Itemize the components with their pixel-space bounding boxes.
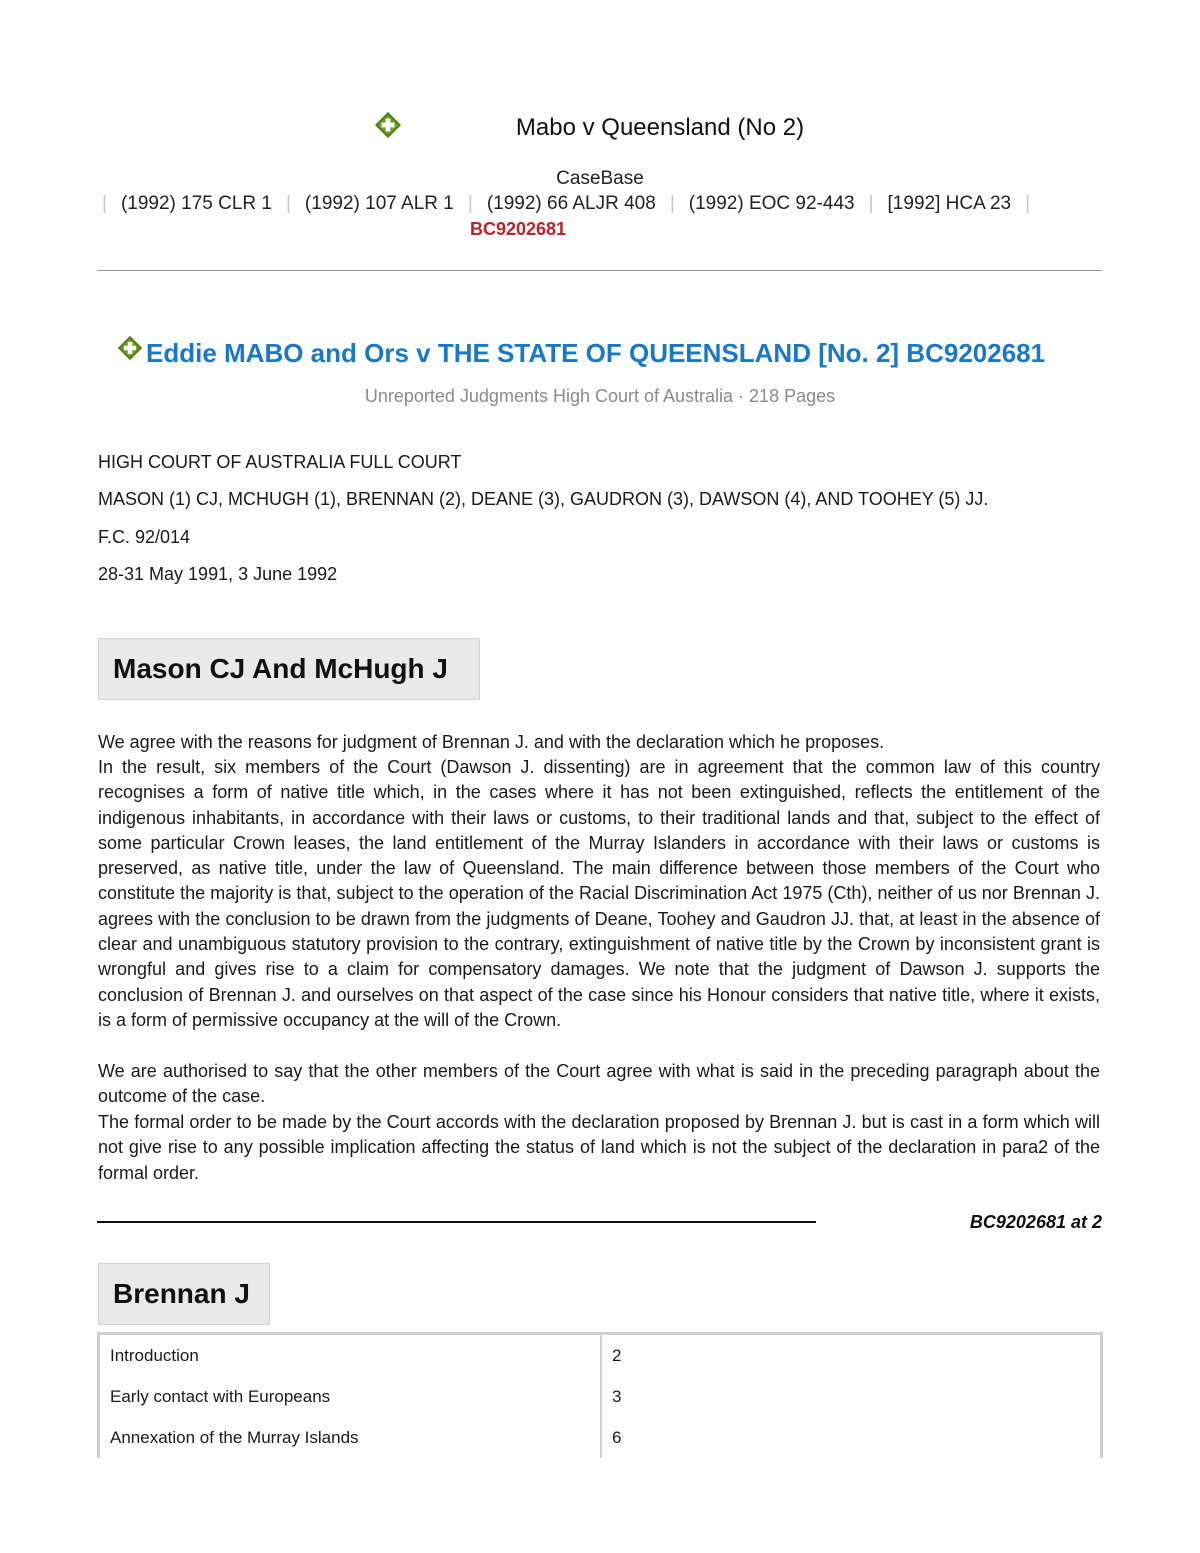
citation-link[interactable]: (1992) EOC 92-443	[688, 193, 855, 214]
citation-separator: |	[285, 193, 291, 214]
citation-separator: |	[669, 193, 675, 214]
citation-link[interactable]: (1992) 107 ALR 1	[304, 193, 454, 214]
page-marker: BC9202681 at 2	[969, 1212, 1102, 1232]
casebase-label: CaseBase	[556, 168, 644, 189]
toc-para-number: 3	[612, 1386, 622, 1406]
citation-separator: |	[102, 193, 107, 214]
citation-list	[102, 193, 1102, 215]
table-row[interactable]	[99, 1334, 1102, 1377]
heading-plus-icon[interactable]	[116, 334, 144, 362]
citation-separator: |	[467, 193, 473, 214]
bc-number-link[interactable]: BC9202681	[469, 219, 567, 239]
toc-title: Introduction	[99, 1334, 602, 1377]
table-of-contents	[97, 1332, 1103, 1458]
judgment-paragraph: We are authorised to say that the other members of the Court agree with what is said in the preceding paragraph about the outcome of the case.	[98, 1061, 1100, 1107]
case-subtitle: Unreported Judgments High Court of Australia · 218 Pages	[364, 386, 836, 406]
toc-para-number: 6	[612, 1427, 622, 1447]
judgment-heading-mason-mchugh: Mason CJ And McHugh J	[98, 638, 480, 700]
citation-separator: |	[1025, 193, 1031, 214]
citation-link[interactable]: [1992] HCA 23	[887, 193, 1012, 214]
judges-list: MASON (1) CJ, MCHUGH (1), BRENNAN (2), DEANE (3), GAUDRON (3), DAWSON (4), AND TOOHEY (5) JJ.	[98, 489, 989, 509]
court-name: HIGH COURT OF AUSTRALIA FULL COURT	[98, 452, 462, 472]
toc-title: Annexation of the Murray Islands	[99, 1417, 602, 1458]
header-divider	[97, 270, 1102, 271]
table-row[interactable]	[99, 1417, 1102, 1458]
case-heading-link[interactable]: Eddie MABO and Ors v THE STATE OF QUEENSLAND [No. 2] BC9202681	[146, 338, 1046, 368]
judgment-paragraph: In the result, six members of the Court (Dawson J. dissenting) are in agreement that the common law of this country recognises a form of native title which, in the cases where it has not been extinguished, reflects the entitlement of the indigenous inhabitants, in accordance with their laws or customs, to their traditional lands and that, subject to the effect of some particular Crown leases, the land entitlement of the Murray Islanders in accordance with their laws or customs is preserved, as native title, under the law of Queensland. The main difference between those members of the Court who constitute the majority is that, subject to the operation of the Racial Discrimination Act 1975 (Cth), neither of us nor Brennan J. agrees with the conclusion to be drawn from the judgments of Deane, Toohey and Gaudron JJ. that, at least in the absence of clear and unambiguous statutory provision to the contrary, extinguishment of native title by the Crown by inconsistent grant is wrongful and gives rise to a claim for compensatory damages. We note that the judgment of Dawson J. supports the conclusion of Brennan J. and ourselves on that aspect of the case since his Honour considers that native title, where it exists, is a form of permissive occupancy at the will of the Crown.	[98, 757, 1100, 1030]
judgment-heading-brennan: Brennan J	[98, 1263, 270, 1325]
citation-separator: |	[868, 193, 874, 214]
file-number: F.C. 92/014	[98, 527, 191, 547]
toc-title: Early contact with Europeans	[99, 1376, 602, 1417]
page-break-rule	[97, 1221, 816, 1223]
judgment-paragraph: We agree with the reasons for judgment of Brennan J. and with the declaration which he proposes.	[98, 732, 885, 752]
citation-link[interactable]: (1992) 66 ALJR 408	[486, 193, 656, 214]
casebase-title: Mabo v Queensland (No 2)	[515, 114, 805, 141]
toc-para-number: 2	[612, 1345, 622, 1365]
judgment-paragraph: The formal order to be made by the Court accords with the declaration proposed by Brennan J. but is cast in a form which will not give rise to any possible implication affecting the status of land which is not the subject of the declaration in para2 of the formal order.	[98, 1112, 1100, 1183]
hearing-dates: 28-31 May 1991, 3 June 1992	[98, 564, 338, 584]
table-row[interactable]	[99, 1376, 1102, 1417]
citation-link[interactable]: (1992) 175 CLR 1	[120, 193, 272, 214]
